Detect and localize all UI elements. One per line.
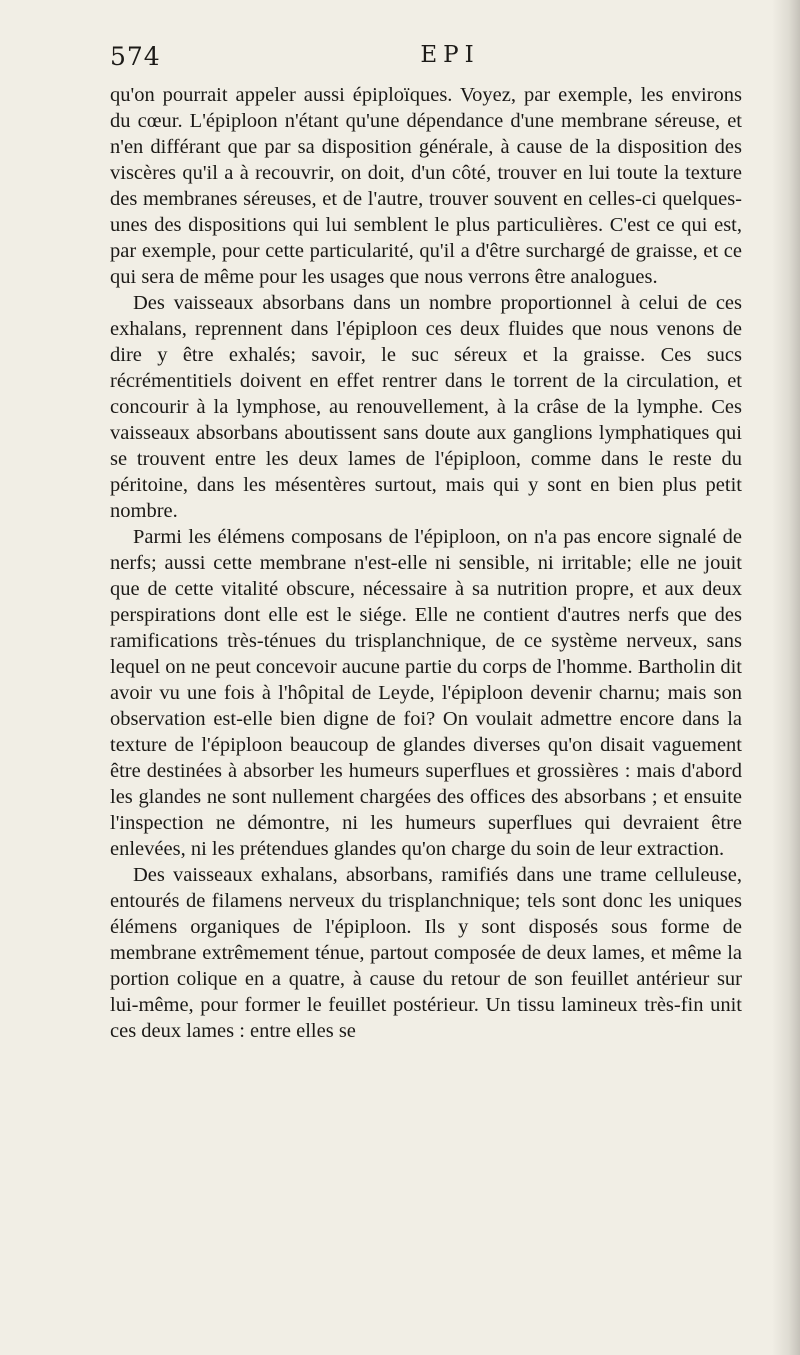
paragraph-4: Des vaisseaux exhalans, absorbans, ramifiés dans une trame celluleuse, entourés de filamens nerveux du trisplanchnique; tels sont donc les uniques élémens organiques de l'épiploon. Ils y sont disposés sous forme de membrane extrêmement ténue, partout composée de deux lames, et même la portion colique en a quatre, à cause du retour de son feuillet antérieur sur lui-même, pour former le feuillet postérieur. Un tissu lamineux très-fin unit ces deux lames : entre elles se <box>110 864 742 1042</box>
running-head: EPI <box>420 42 480 68</box>
page-header <box>110 42 742 82</box>
page-number: 574 <box>110 42 161 71</box>
page-edge-shadow <box>772 0 800 1355</box>
paragraph-3: Parmi les élémens composans de l'épiploon, on n'a pas encore signalé de nerfs; aussi cette membrane n'est-elle ni sensible, ni irritable; elle ne jouit que de cette vitalité obscure, nécessaire à sa nutrition propre, et aux deux perspirations dont elle est le siége. Elle ne contient d'autres nerfs que des ramifications très-ténues du trisplanchnique, de ce système nerveux, sans lequel on ne peut concevoir aucune partie du corps de l'homme. Bartholin dit avoir vu une fois à l'hôpital de Leyde, l'épiploon devenir charnu; mais son observation est-elle bien digne de foi? On voulait admettre encore dans la texture de l'épiploon beaucoup de glandes diverses qu'on disait vaguement être destinées à absorber les humeurs superflues et grossières : mais d'abord les glandes ne sont nullement chargées des offices des absorbans ; et ensuite l'inspection ne démontre, ni les humeurs superflues qui devraient être enlevées, ni les prétendues glandes qu'on charge du soin de leur extraction. <box>110 526 742 860</box>
body-text <box>110 82 742 1044</box>
paragraph-2: Des vaisseaux absorbans dans un nombre proportionnel à celui de ces exhalans, reprennent dans l'épiploon ces deux fluides que nous venons de dire y être exhalés; savoir, le suc séreux et la graisse. Ces sucs récrémentitiels doivent en effet rentrer dans le torrent de la circulation, et concourir à la lymphose, au renouvellement, à la crâse de la lymphe. Ces vaisseaux absorbans aboutissent sans doute aux ganglions lymphatiques qui se trouvent entre les deux lames de l'épiploon, comme dans le reste du péritoine, dans les mésentères surtout, mais qui y sont en bien plus petit nombre. <box>110 292 742 522</box>
paragraph-1: qu'on pourrait appeler aussi épiploïques. Voyez, par exemple, les environs du cœur. L'épiploon n'étant qu'une dépendance d'une membrane séreuse, et n'en différant que par sa disposition générale, à cause de la disposition des viscères qu'il a à recouvrir, on doit, d'un côté, trouver en lui toute la texture des membranes séreuses, et de l'autre, trouver souvent en celles-ci quelques-unes des dispositions qui lui semblent le plus particulières. C'est ce qui est, par exemple, pour cette particularité, qu'il a d'être surchargé de graisse, et ce qui sera de même pour les usages que nous verrons être analogues. <box>110 84 742 288</box>
